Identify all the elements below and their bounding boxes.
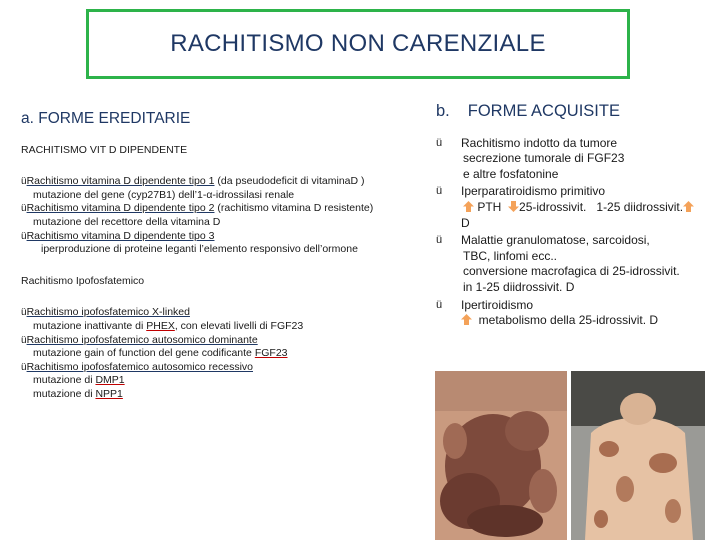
forme-acquisite-column bbox=[436, 104, 706, 331]
clinical-photos bbox=[435, 371, 705, 540]
gene-phex: PHEX bbox=[146, 319, 175, 332]
list-item bbox=[21, 334, 391, 361]
list-item: ü Ipertiroidismo metabolismo della 25-idrossivit. D bbox=[436, 297, 659, 328]
gene-npp1: NPP1 bbox=[95, 387, 123, 400]
item-lead: Rachitismo vitamina D dipendente tipo 3 bbox=[26, 229, 215, 242]
checkmark-icon: ü bbox=[21, 203, 27, 215]
section-heading-acquisite: b. FORME ACQUISITE bbox=[436, 102, 620, 120]
list-item bbox=[21, 306, 391, 333]
gene-dmp1: DMP1 bbox=[95, 374, 125, 387]
item-lead: Rachitismo ipofosfatemico autosomico recessivo bbox=[26, 360, 253, 373]
item-lead: Rachitismo ipofosfatemico X-linked bbox=[26, 306, 190, 319]
checkmark-icon: ü bbox=[21, 361, 27, 373]
list-item bbox=[21, 202, 391, 229]
photo-skin-lesion bbox=[435, 371, 567, 540]
checkmark-icon: ü bbox=[21, 307, 27, 319]
list-item: ü Rachitismo indotto da tumore secrezione tumorale di FGF23 e altre fosfatonine bbox=[436, 135, 625, 181]
item-detail: mutazione inattivante di PHEX, con elevati livelli di FGF23 bbox=[33, 319, 304, 332]
item-lead: Rachitismo vitamina D dipendente tipo 2 bbox=[26, 202, 215, 215]
checkmark-icon: ü bbox=[21, 230, 27, 242]
group-title-vitd: RACHITISMO VIT D DIPENDENTE bbox=[21, 143, 188, 156]
forme-ereditarie-column bbox=[21, 112, 391, 402]
item-lead: Rachitismo ipofosfatemico autosomico dominante bbox=[26, 333, 258, 346]
arrow-down-icon bbox=[508, 201, 519, 212]
title-box bbox=[86, 9, 630, 79]
list-item: ü Malattie granulomatose, sarcoidosi, TBC, linfomi ecc.. conversione macrofagica di 25-idrossivit. in 1-25 diidrossivit. D bbox=[436, 233, 680, 294]
list-item bbox=[21, 230, 391, 257]
arrow-up-icon bbox=[463, 201, 474, 212]
arrow-up-icon bbox=[683, 201, 694, 212]
checkmark-icon: ü bbox=[21, 334, 27, 346]
checkmark-icon: ü bbox=[436, 298, 443, 311]
arrow-up-icon bbox=[461, 314, 472, 325]
checkmark-icon: ü bbox=[436, 234, 443, 247]
gene-fgf23: FGF23 bbox=[254, 347, 288, 360]
checkmark-icon: ü bbox=[436, 136, 443, 149]
page-title: RACHITISMO NON CARENZIALE bbox=[170, 30, 546, 57]
checkmark-icon: ü bbox=[21, 176, 27, 188]
group-title-ipofosfatemico: Rachitismo Ipofosfatemico bbox=[21, 274, 145, 287]
list-item: ü Iperparatiroidismo primitivo PTH 25-idrossivit. 1-25 diidrossivit. D bbox=[436, 184, 706, 231]
photo-child-torso bbox=[571, 371, 705, 540]
item-detail: mutazione di DMP1 bbox=[33, 374, 125, 387]
item-tail: (da pseudodeficit di vitaminaD ) bbox=[214, 175, 365, 188]
item-detail: iperproduzione di proteine leganti l’elemento responsivo dell’ormone bbox=[41, 243, 358, 256]
checkmark-icon: ü bbox=[436, 185, 443, 198]
item-detail: mutazione di NPP1 bbox=[33, 387, 123, 400]
list-item bbox=[21, 175, 391, 202]
item-detail: mutazione del gene (cyp27B1) dell’1-α-idrossilasi renale bbox=[33, 188, 295, 201]
item-lead: Rachitismo vitamina D dipendente tipo 1 bbox=[26, 175, 215, 188]
item-detail: mutazione gain of function del gene codificante FGF23 bbox=[33, 347, 288, 360]
list-item bbox=[21, 361, 391, 402]
section-heading-ereditarie: a. FORME EREDITARIE bbox=[21, 110, 191, 127]
item-detail: mutazione del recettore della vitamina D bbox=[33, 215, 221, 228]
item-tail: (rachitismo vitamina D resistente) bbox=[214, 202, 374, 215]
